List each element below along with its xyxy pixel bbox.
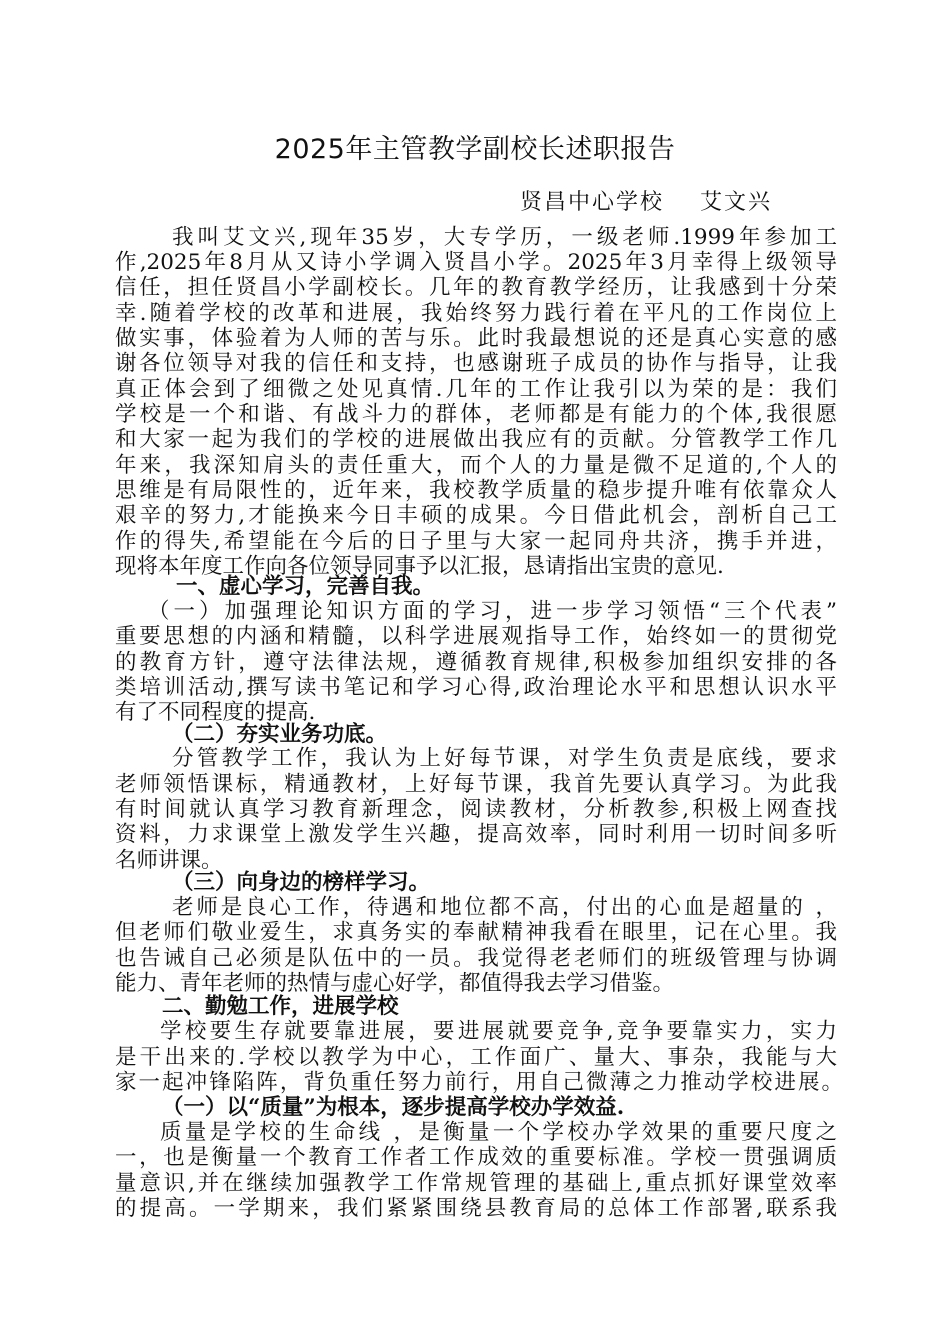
text-line: 的教育方针，遵守法律法规，遵循教育规律,积极参加组织安排的各	[115, 650, 837, 675]
text-line: 真正体会到了细微之处见真情.几年的工作让我引以为荣的是：我们	[115, 377, 837, 402]
text-line: 有时间就认真学习教育新理念，阅读教材，分析教参,积极上网查找	[115, 797, 837, 822]
text-line: 量意识,并在继续加强教学工作常规管理的基础上,重点抓好课堂效率	[115, 1171, 837, 1196]
text-line: 作,2025年8月从又诗小学调入贤昌小学。2025年3月幸得上级领导	[115, 250, 837, 275]
text-line: 我叫艾文兴,现年35岁，大专学历，一级老师.1999年参加工	[172, 225, 837, 250]
section-heading: 一、虚心学习，完善自我。	[176, 574, 435, 599]
text-line: 和大家一起为我们的学校的进展做出我应有的贡献。分管教学工作几	[115, 427, 837, 452]
text-line: 年来，我深知肩头的责任重大，而个人的力量是微不足道的,个人的	[115, 453, 837, 478]
text-line: 幸.随着学校的改革和进展，我始终努力践行着在平凡的工作岗位上	[115, 301, 837, 326]
document-title: 2025年主管教学副校长述职报告	[274, 134, 676, 165]
subsection-heading: （二）夯实业务功底。	[172, 722, 388, 747]
text-line: （一）加强理论知识方面的学习，进一步学习领悟“三个代表”	[148, 599, 837, 624]
text-line: 家一起冲锋陷阵，背负重任努力前行，用自己微薄之力推动学校进展。	[115, 1070, 843, 1095]
text-line: 资料，力求课堂上激发学生兴趣，提高效率，同时利用一切时间多听	[115, 822, 837, 847]
text-line: 重要思想的内涵和精髓，以科学进展观指导工作，始终如一的贯彻党	[115, 624, 837, 649]
text-line: 艰辛的努力,才能换来今日丰硕的成果。今日借此机会，剖析自己工	[115, 503, 837, 528]
text-line: 但老师们敬业爱生，求真务实的奉献精神我看在眼里，记在心里。我	[115, 920, 837, 945]
text-line: 老师是良心工作，待遇和地位都不高，付出的心血是超量的 ，	[172, 895, 837, 920]
subsection-heading: （三）向身边的榜样学习。	[172, 870, 431, 895]
text-line: 谢各位领导对我的信任和支持，也感谢班子成员的协作与指导，让我	[115, 351, 837, 376]
text-line: 作的得失,希望能在今后的日子里与大家一起同舟共济，携手并进，	[115, 529, 837, 554]
text-line: 有了不同程度的提高.	[115, 700, 316, 725]
text-line: 类培训活动,撰写读书笔记和学习心得,政治理论水平和思想认识水平	[115, 675, 837, 700]
text-line: 思维是有局限性的，近年来，我校教学质量的稳步提升唯有依靠众人	[115, 478, 837, 503]
text-line: 现将本年度工作向各位领导同事予以汇报，恳请指出宝贵的意见.	[115, 554, 724, 579]
text-line: 质量是学校的生命线 ，是衡量一个学校办学效果的重要尺度之	[160, 1120, 837, 1145]
text-line: 能力、青年老师的热情与虚心好学，都值得我去学习借鉴。	[115, 971, 675, 996]
text-line: 学校要生存就要靠进展，要进展就要竞争,竞争要靠实力，实力	[160, 1019, 837, 1044]
text-line: 信任，担任贤昌小学副校长。几年的教育教学经历，让我感到十分荣	[115, 275, 837, 300]
section-heading: 二、勤勉工作，进展学校	[162, 994, 399, 1019]
text-line: 是干出来的.学校以教学为中心，工作面广、量大、事杂，我能与大	[115, 1045, 837, 1070]
subsection-heading: （一）以“质量”为根本，逐步提高学校办学效益.	[162, 1095, 625, 1120]
text-line: 的提高。一学期来，我们紧紧围绕县教育局的总体工作部署,联系我	[115, 1196, 837, 1221]
text-line: 也告诫自己必须是队伍中的一员。我觉得老老师们的班级管理与协调	[115, 946, 837, 971]
text-line: 名师讲课。	[115, 848, 223, 873]
text-line: 学校是一个和谐、有战斗力的群体，老师都是有能力的个体,我很愿	[115, 402, 837, 427]
text-line: 一，也是衡量一个教育工作者工作成效的重要标准。学校一贯强调质	[115, 1145, 837, 1170]
text-line: 分管教学工作，我认为上好每节课，对学生负责是底线，要求	[172, 746, 837, 771]
text-line: 老师领悟课标，精通教材，上好每节课，我首先要认真学习。为此我	[115, 772, 837, 797]
author-line: 贤昌中心学校 艾文兴	[520, 190, 772, 215]
text-line: 做实事，体验着为人师的苦与乐。此时我最想说的还是真心实意的感	[115, 326, 837, 351]
